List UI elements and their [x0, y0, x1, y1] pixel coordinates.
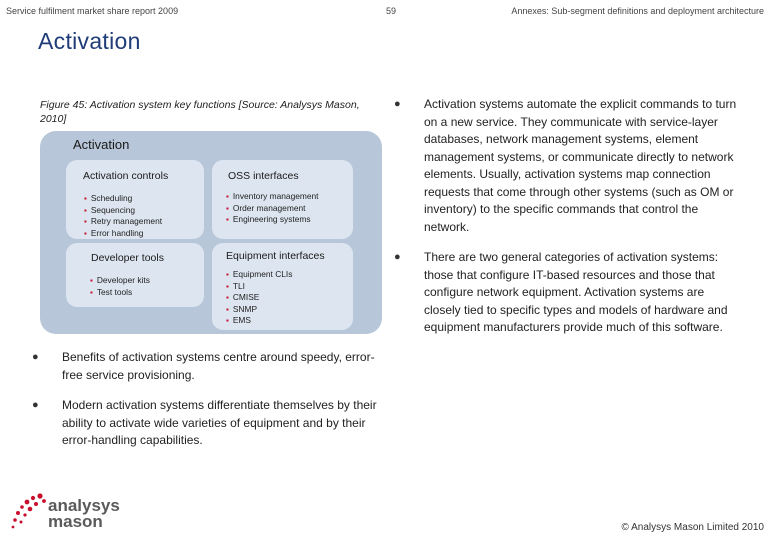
logo-line-2: mason: [48, 512, 103, 531]
list-item: ▪ Retry management: [84, 216, 162, 228]
developer-tools-title: Developer tools: [91, 252, 164, 264]
list-item: ▪ EMS: [226, 315, 292, 327]
bullet-dot-icon: ●: [32, 399, 39, 411]
figure-caption: Figure 45: Activation system key functions [Source: Analysys Mason, 2010]: [40, 99, 360, 125]
right-bullet-list: [392, 96, 737, 350]
list-item: ▪ Scheduling: [84, 193, 162, 205]
diagram-title: Activation: [73, 137, 130, 152]
bullet-text: Benefits of activation systems centre around speedy, error-free service provisioning.: [62, 350, 375, 382]
list-item: ▪ Test tools: [90, 287, 150, 299]
activation-controls-title: Activation controls: [83, 170, 169, 182]
bullet-text: Activation systems automate the explicit commands to turn on a new service. They communicate with service-layer databases, network management systems, element management systems, or communicate directly to network elements. Usually, activation systems map connection requests that come through other systems (such as OM or inventory) to the specific commands that control the network.: [424, 97, 737, 234]
list-item: ▪ Order management: [226, 203, 319, 215]
developer-tools-box: [66, 243, 204, 307]
left-bullet-list: [30, 349, 380, 463]
equipment-interfaces-list: [226, 269, 292, 327]
list-item: ▪ CMISE: [226, 292, 292, 304]
list-item: ▪ Inventory management: [226, 191, 319, 203]
oss-interfaces-box: [212, 160, 353, 239]
developer-tools-list: [90, 275, 150, 298]
bullet-dot-icon: ●: [394, 98, 401, 110]
list-item: ▪ TLI: [226, 281, 292, 293]
list-item: ▪ Developer kits: [90, 275, 150, 287]
list-item: ▪ Engineering systems: [226, 214, 319, 226]
oss-interfaces-list: [226, 191, 319, 226]
list-item: ▪ Error handling: [84, 228, 162, 240]
bullet-text: There are two general categories of activation systems: those that configure IT-based resources and those that configure network equipment. Activation systems are closely tied to specific types and models of hardware and equipment manufacturers provide much of this software.: [424, 250, 728, 334]
bullet-item: [30, 397, 380, 450]
header-section-title: Annexes: Sub-segment definitions and deployment architecture: [511, 6, 764, 16]
bullet-item: [392, 249, 737, 337]
header-report-title: Service fulfilment market share report 2009: [6, 6, 179, 16]
bullet-dot-icon: ●: [32, 351, 39, 363]
page-number: 59: [386, 6, 397, 16]
activation-controls-list: [84, 193, 162, 239]
oss-interfaces-title: OSS interfaces: [228, 170, 299, 182]
list-item: ▪ SNMP: [226, 304, 292, 316]
bullet-item: [392, 96, 737, 236]
activation-diagram: [40, 131, 382, 334]
equipment-interfaces-title: Equipment interfaces: [226, 250, 325, 262]
list-item: ▪ Sequencing: [84, 205, 162, 217]
logo-wordmark: [48, 498, 120, 530]
bullet-item: [30, 349, 380, 384]
activation-controls-box: [66, 160, 204, 239]
bullet-dot-icon: ●: [394, 251, 401, 263]
logo-line-1: analysys: [48, 496, 120, 515]
copyright-notice: © Analysys Mason Limited 2010: [621, 522, 764, 533]
equipment-interfaces-box: [212, 243, 353, 330]
list-item: ▪ Equipment CLIs: [226, 269, 292, 281]
page-title: Activation: [38, 28, 141, 54]
bullet-text: Modern activation systems differentiate themselves by their ability to activate wide varieties of equipment and by their error-handling capabilities.: [62, 398, 377, 447]
